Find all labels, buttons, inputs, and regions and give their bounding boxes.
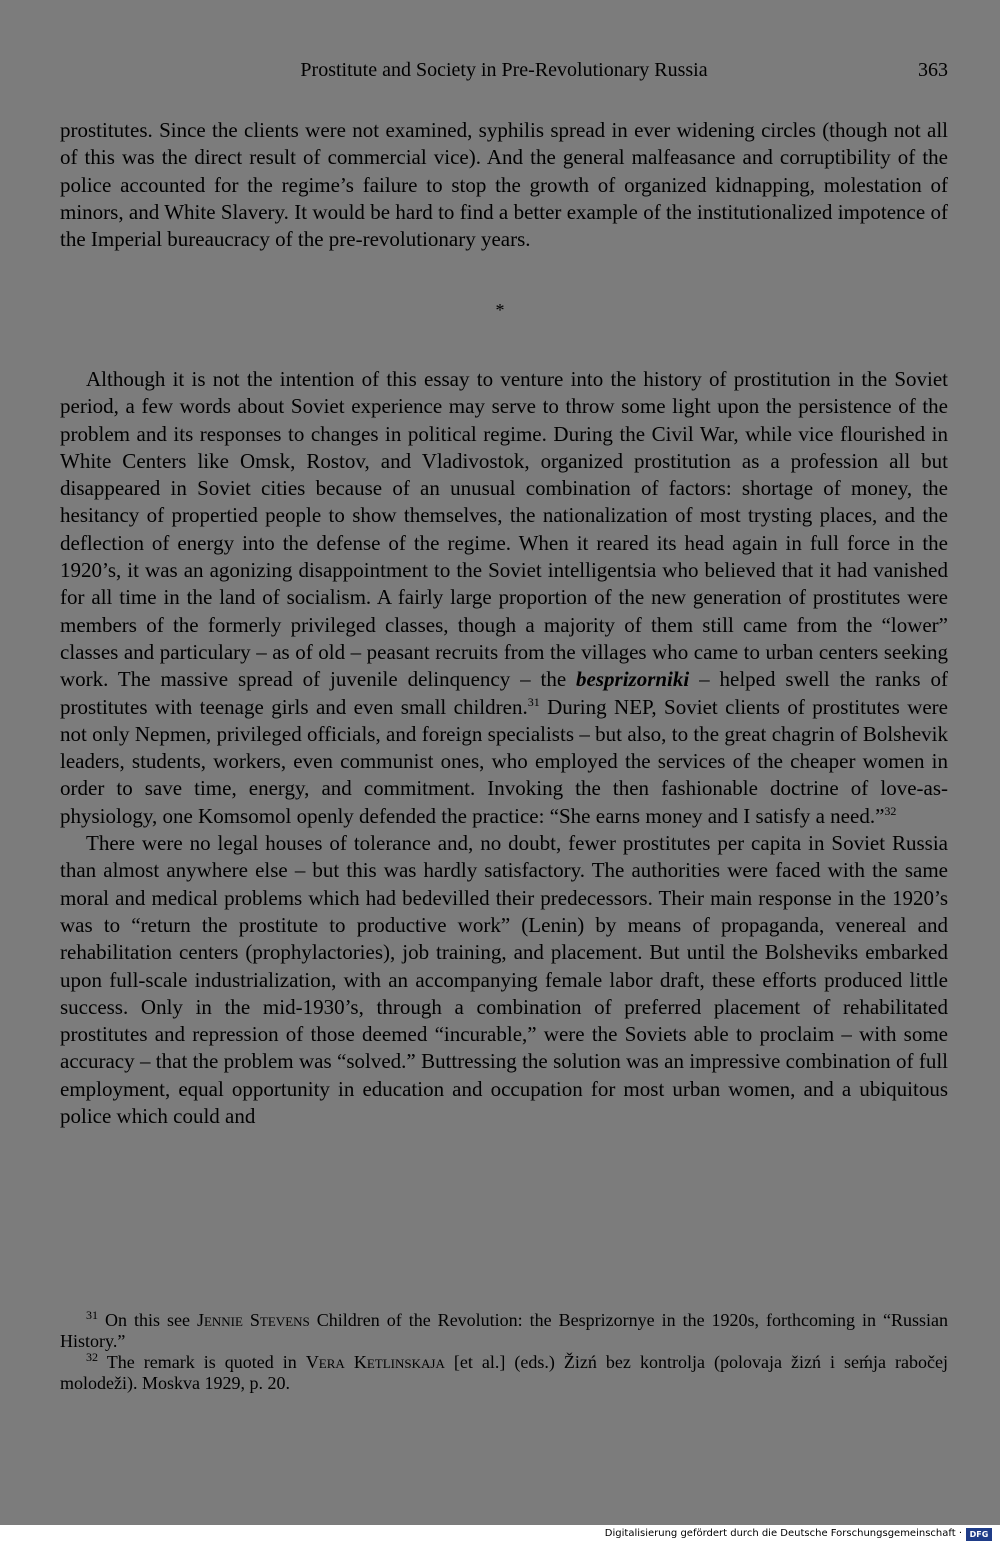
footnote-31 [60, 1310, 948, 1352]
running-header [60, 54, 948, 86]
paragraph-text-part: Although it is not the intention of this essay to venture into the history of prostitution in the Soviet period, a few words about Soviet experience may serve to throw some light upon the persistence of the problem and its responses to changes in political regime. During the Civil War, while vice flourished in White Centers like Omsk, Rostov, and Vladivostok, organized prostitution as a profession all but disappeared in Soviet cities because of an unusual combination of factors: shortage of money, the hesitancy of propertied people to show themselves, the nationalization of most trysting places, and the deflection of energy into the defense of the regime. When it reared its head again in full force in the 1920’s, it was an agonizing disappointment to the Soviet intelligentsia who believed that it had vanished for all time in the land of socialism. A fairly large proportion of the new generation of prostitutes were members of the formerly privileged classes, though a majority of them still came from the “lower” classes and particulary – as of old – peasant recruits from the villages who came to urban centers seeking work. The massive spread of juvenile delinquency – the [60, 367, 948, 692]
footnote-number: 31 [86, 1308, 98, 1322]
footnote-author: Jennie Stevens [196, 1310, 310, 1330]
footnote-text: [et al.] (eds.) Žizń bez kontrolja (polovaja žizń i seḿja rabočej molodeži). Moskva 1929, p. 20. [60, 1352, 948, 1393]
footnote-32 [60, 1352, 948, 1394]
body-paragraph-2 [60, 366, 948, 1130]
italic-term: besprizorniki [576, 667, 690, 692]
paragraph-text [60, 366, 948, 830]
funding-credit: Digitalisierung gefördert durch die Deutsche Forschungsgemeinschaft · [604, 1528, 962, 1539]
paragraph-text-part: – helped swell the ranks of prostitutes with teenage girls and even small children. [60, 667, 948, 719]
footnote-number: 32 [86, 1350, 98, 1364]
footnote-text: On this see [98, 1310, 197, 1330]
paragraph-text-part: During NEP, Soviet clients of prostitutes were not only Nepmen, privileged officials, and foreign specialists – but also, to the great chagrin of Bolshevik leaders, students, workers, even communist ones, who employed the services of the cheaper women in order to save time, energy, and commitment. Invoking the then fashionable doctrine of love-as-physiology, one Komsomol openly defended the practice: “She earns money and I satisfy a need.” [60, 694, 948, 828]
footnote-ref[interactable]: 31 [527, 694, 540, 709]
section-break: * [495, 300, 505, 320]
footnote-author: Vera Ketlinskaja [305, 1352, 445, 1372]
paragraph-text: There were no legal houses of tolerance and, no doubt, fewer prostitutes per capita in Soviet Russia than almost anywhere else – but this was hardly satisfactory. The authorities were faced with the same moral and medical problems which had bedevilled their predecessors. Their main response in the 1920’s was to “return the prostitute to productive work” (Lenin) by means of propaganda, venereal and rehabilitation centers (prophylactories), job training, and placement. But until the Bolsheviks embarked upon full-scale industrialization, with an accompanying female labor draft, these efforts produced little success. Only in the mid-1930’s, through a combination of preferred placement of rehabilitated prostitutes and repression of those deemed “incurable,” were the Soviets able to proclaim – with some accuracy – that the problem was “solved.” Buttressing the solution was an impressive combination of full employment, equal opportunity in education and occupation for most urban women, and a ubiquitous police which could and [60, 831, 948, 1129]
footnote-text: The remark is quoted in [98, 1352, 306, 1372]
body-paragraph-1 [60, 117, 948, 253]
dfg-logo: DFG [966, 1528, 992, 1541]
footnote-ref[interactable]: 32 [884, 803, 897, 818]
page-number: 363 [918, 59, 948, 81]
footnote-text: Children of the Revolution: the Besprizornye in the 1920s, forthcoming in “Russian History.” [60, 1310, 948, 1351]
running-title: Prostitute and Society in Pre-Revolutionary Russia [300, 59, 708, 81]
digitization-footer [0, 1525, 1000, 1545]
footnotes [60, 1310, 948, 1394]
paragraph-text: prostitutes. Since the clients were not examined, syphilis spread in ever widening circles (though not all of this was the direct result of commercial vice). And the general malfeasance and corruptibility of the police accounted for the regime’s failure to stop the growth of organized kidnapping, molestation of minors, and White Slavery. It would be hard to find a better example of the institutionalized impotence of the Imperial bureaucracy of the pre-revolutionary years. [60, 118, 948, 252]
